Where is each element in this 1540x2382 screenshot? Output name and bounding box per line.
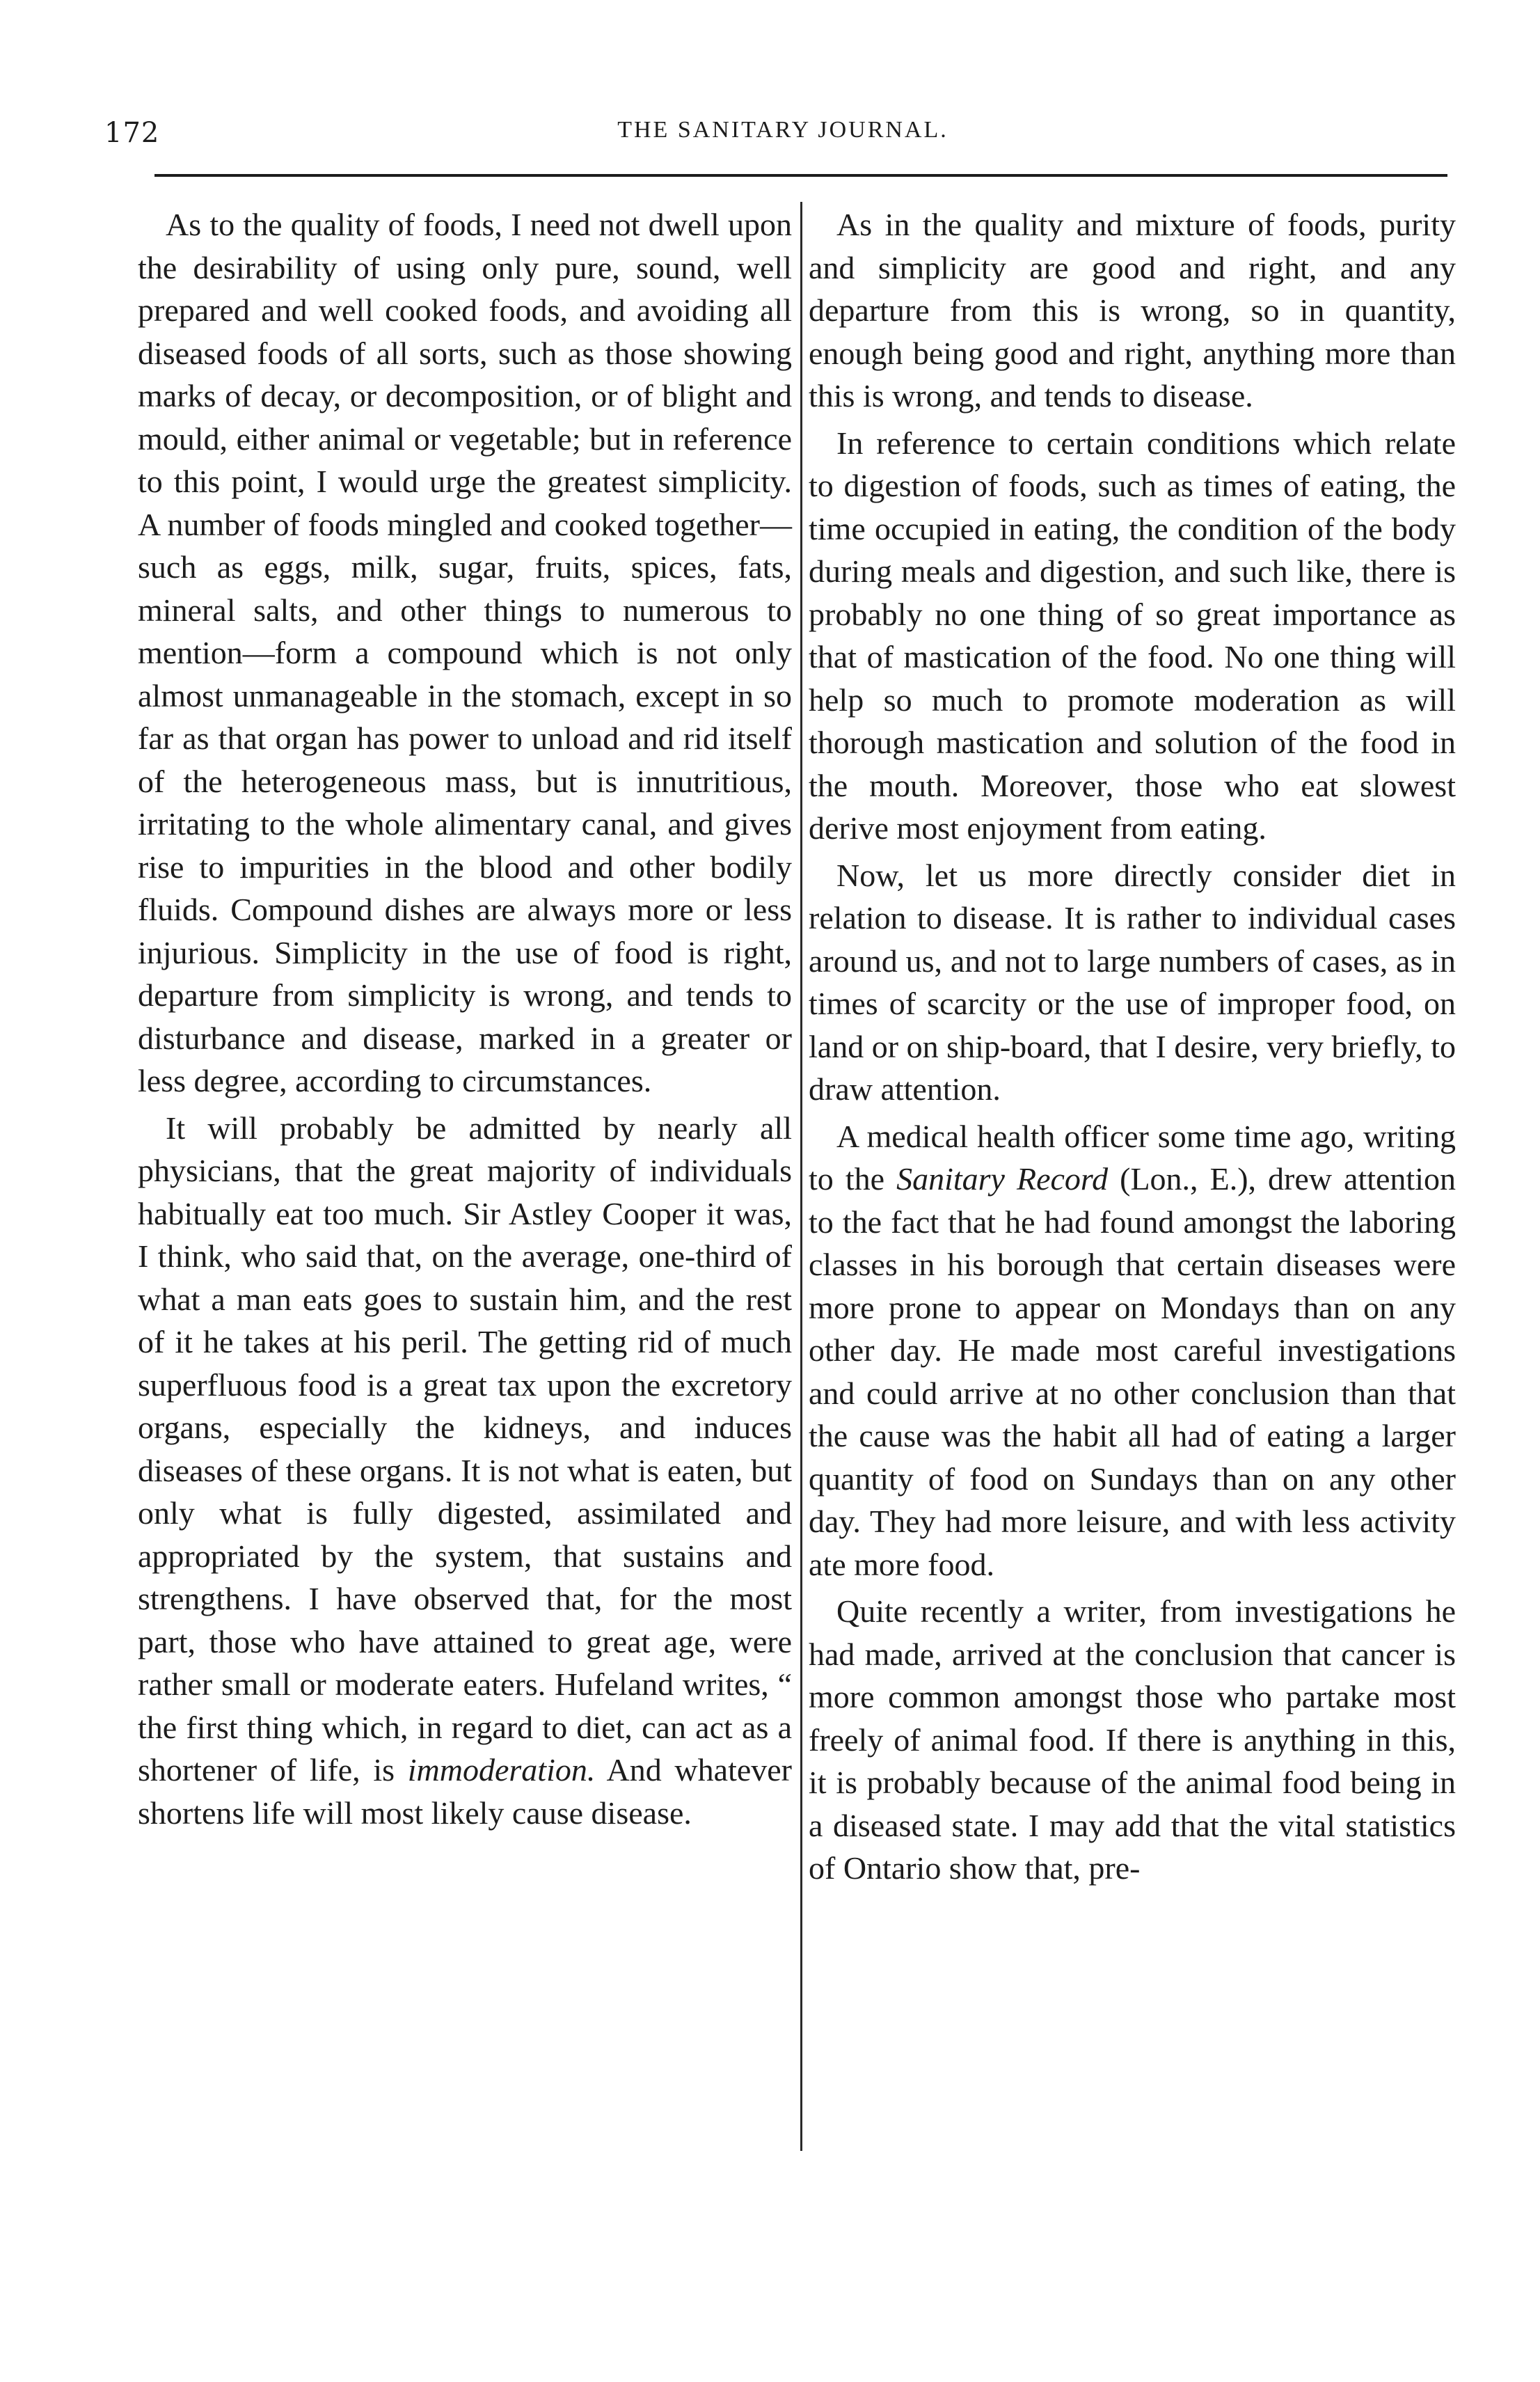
right-paragraph-4-italic: Sanitary Record — [896, 1161, 1109, 1197]
header-rule — [154, 174, 1447, 177]
left-paragraph-1: As to the quality of foods, I need not dwell upon the desirability of using only pure, sound, well prepared and well cooked foods, and avoiding all diseased foods of all sorts, such as those showing marks of decay, or decomposition, or of blight and mould, either animal or vegetable; but in reference to this point, I would urge the greatest simplicity. A number of foods mingled and cooked together—such as eggs, milk, sugar, fruits, spices, fats, mineral salts, and other things to numerous to mention—form a compound which is not only almost unmanageable in the stomach, except in so far as that organ has power to unload and rid itself of the heterogeneous mass, but is innutritious, irritating to the whole alimentary canal, and gives rise to impurities in the blood and other bodily fluids. Compound dishes are always more or less injurious. Simplicity in the use of food is right, departure from simplicity is wrong, and tends to disturbance and disease, marked in a greater or less degree, according to circumstances. — [138, 207, 792, 1098]
left-paragraph-2-text-end: And whatever shortens life will most likely cause disease. — [138, 1752, 793, 1831]
right-column — [809, 203, 1456, 1894]
page-header — [104, 117, 1461, 159]
left-paragraph-2 — [138, 1107, 792, 1835]
right-paragraph-3: Now, let us more directly consider diet in relation to disease. It is rather to individual cases around us, and not to large numbers of cases, as in times of scarcity or the use of improper food, on land or on ship-board, that I desire, very briefly, to draw attention. — [809, 857, 1456, 1107]
left-paragraph-2-italic: immoderation. — [407, 1752, 596, 1788]
left-column — [138, 203, 792, 1838]
right-paragraph-2: In reference to certain conditions which relate to digestion of foods, such as times of eating, the time occupied in eating, the condition of the body during meals and digestion, and such like, there is probably no one thing of so great importance as that of mastication of the food. No one thing will help so much to promote moderation as will thorough mastication and solution of the food in the mouth. Moreover, those who eat slowest derive most enjoyment from eating. — [809, 425, 1456, 846]
right-paragraph-4-text-start: A medical health officer some time ago, writing to the — [809, 1118, 1456, 1197]
right-paragraph-1: As in the quality and mixture of foods, purity and simplicity are good and right, and any departure from this is wrong, so in quantity, enough being good and right, anything more than this is wrong, and tends to disease. — [809, 207, 1456, 413]
page-number: 172 — [104, 117, 160, 149]
right-paragraph-4-text-end: (Lon., E.), drew attention to the fact that he had found amongst the laboring classes in his borough that certain diseases were more prone to appear on Mondays than on any other day. He made most careful investigations and could arrive at no other conclusion than that the cause was the habit all had of eating a larger quantity of food on Sundays than on any other day. They had more leisure, and with less activity ate more food. — [809, 1161, 1456, 1582]
running-head: THE SANITARY JOURNAL. — [617, 117, 948, 143]
right-paragraph-4 — [809, 1115, 1456, 1586]
right-paragraph-5: Quite recently a writer, from investigations he had made, arrived at the conclusion that cancer is more common amongst those who partake most freely of animal food. If there is anything in this, it is probably because of the animal food being in a diseased state. I may add that the vital statistics of Ontario show that, pre- — [809, 1593, 1456, 1886]
column-rule — [800, 202, 802, 2151]
left-paragraph-2-text-start: It will probably be admitted by nearly all physicians, that the great majority of individuals habitually eat too much. Sir Astley Cooper it was, I think, who said that, on the average, one-third of what a man eats goes to sustain him, and the rest of it he takes at his peril. The getting rid of much superfluous food is a great tax upon the excretory organs, especially the kidneys, and induces diseases of these organs. It is not what is eaten, but only what is fully digested, assimilated and appropriated by the system, that sustains and strengthens. I have observed that, for the most part, those who have attained to great age, were rather small or moderate eaters. Hufeland writes, “ the first thing which, in regard to diet, can act as a shortener of life, is — [138, 1110, 792, 1788]
